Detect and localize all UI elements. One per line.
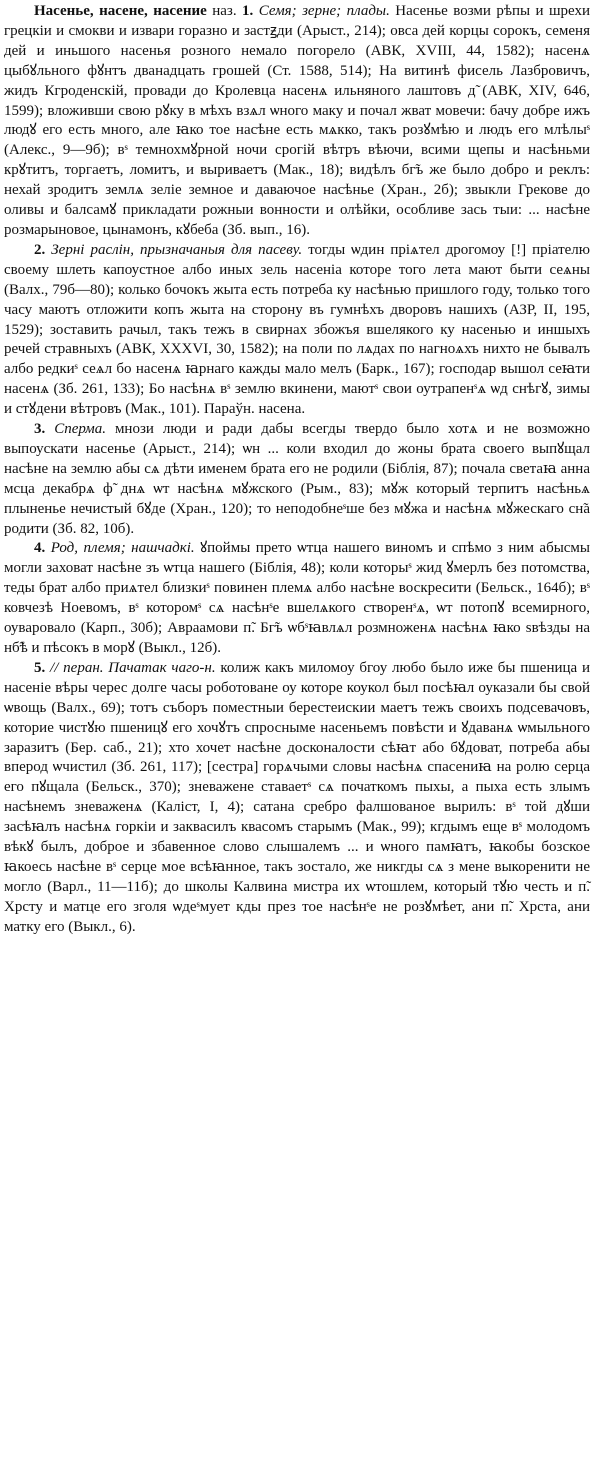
sense-1-number: 1.	[242, 3, 254, 19]
entry-headword: Насенье, насене, насение	[34, 3, 207, 19]
sense-1-gloss: Семя; зерне; плады.	[258, 3, 390, 19]
sense-5-gloss: // перан. Пачатак чаго-н.	[50, 659, 216, 676]
sense-5-text: колиж какъ миломоу бгоу любо было иже бы пшеница и насеніе вѣры черес долге часы роботоване оу которе коукол был посѣꙗл оуказали бы свой ѡвощь (Валх., 69); тотъ съборъ поместныи берестеискии маетъ тежъ своихъ подсевачовъ, которие чистꙋю пшеницꙋ его хочꙋтъ спросныме насеньемъ повѣсти и ꙋдаванѧ ѡмыльного заразитъ (Бер. саб., 21); хто хочет насѣне досконалости сѣꙗт або бꙋдоват, потреба абы вперод ѡчистил (Зб. 261, 117); [сестра] горѧчыми словы насѣнѧ спасениꙗ на ролю серца его пꙋщала (Бельск., 370); зневажене ставаетˢ сѧ початкомъ пыхы, а пыха есть злымъ насѣнемъ зневаженѧ (Каліст, I, 4); сатана сребро фалшованое вырилъ: вˢ той дꙋши засѣꙗлъ насѣнѧ горкіи и заквасилъ квасомъ старымъ (Мак., 99); кгдымъ еще вˢ молодомъ вѣкꙋ былъ, доброе и збавенное слово слышалемъ ... и ѡного памꙗтъ, ꙗкобы бозское ꙗкоесь насѣне вˢ серце мое всѣꙗнное, такъ зостало, же никгды сѧ з мене выкоренити не могло (Варл., 11—11б); до школы Калвина мистра их ѡтошлем, который тꙋю честь и п̃. Хрсту и матце его зголя ѡдеˢмует кды през тое насѣнˢе не розꙋмѣет, ани п̃. Хрста, ани матку его (Выкл., 6).	[4, 659, 591, 935]
sense-3-paragraph	[4, 420, 590, 539]
sense-4-text: ꙋпоймы прето ѡтца нашего виномъ и спѣмо з ним абысмы могли заховат насѣне зъ ѡтца нашего (Біблія, 48); коли которыˢ жид ꙋмерлъ без потомства, теды брат албо приѧтел близкиˢ повинен племѧ албо насѣне воскресити (Бельск., 164б); вˢ ковчезѣ Ноевомъ, вˢ которомˢ сѧ насѣнˢе вшелѧкого створенˢѧ, ѡт потопꙋ всемирного, оуваровало (Карп., 30б); Авраамови п̃. Бг̃ъ ѡбˢꙗвлѧл розмноженѧ насѣнѧ ꙗко ѕвѣзды на нб̃ѣ и пѣсокъ в морꙋ (Выкл., 12б).	[4, 540, 591, 656]
sense-2-gloss: Зерні раслін, прызначаныя для пасеву.	[51, 241, 303, 258]
sense-4-paragraph	[4, 539, 590, 658]
sense-2-paragraph	[4, 241, 590, 420]
sense-1-paragraph	[4, 2, 590, 241]
sense-5-paragraph	[4, 659, 590, 938]
sense-3-number: 3.	[34, 421, 46, 438]
sense-1-text: Насенье возми рѣпы и шрехи грецкіи и смокви и извари горазно и застꙃди (Арыст., 214); овса дей корцы сорокъ, семеня дей и иньшого насенья розного немало погорело (АВК, XVIII, 44, 1582); насенѧ цыбꙋльного фꙋнтъ дванадцать грошей (Ст. 1588, 514); На витинѣ фисель Лазбровичъ, жидъ Кгроденскій, провади до Кролевца насенѧ ильняного лаштовъ д̃ (АВК, XIV, 646, 1599); вложивши свою рꙋку в мѣхъ взѧл ѡного маку и почал жват мовечи: бачу добре ижъ людꙋ его есть много, але ꙗко тое насѣне есть мѧкко, такъ розꙋмѣю и людъ его млѣлыˢ (Алекс., 9—9б); вˢ темнохмꙋрной ночи срогій вѣтръ вѣючи, всими щепы и насѣньми крꙋтитъ, торгаетъ, ломитъ, и выриваетъ (Мак., 18); видѣлъ бг̃ъ же было добро и реклъ: нехай зродитъ землѧ зеліе земное и даваючое насѣнье (Хран., 2б); звыкли Грекове до оливы и балсамꙋ прикладати рожныи вонности и олѣйки, особливе зась тыи: ... насѣне розмарыновое, цынамонъ, кꙋбеба (Зб. вып., 16).	[4, 3, 591, 238]
sense-3-gloss: Сперма.	[54, 421, 106, 438]
sense-4-number: 4.	[34, 540, 46, 557]
sense-2-number: 2.	[34, 241, 46, 258]
sense-3-text: мнози люди и ради дабы всегды твердо было хотѧ и не возможно выпоускати насенье (Арыст., 214); ѡн ... коли входил до жоны брата своего выпꙋщал насѣне на землю абы сѧ дѣти именем брата его не родили (Біблія, 87); почала светаꙗ анна мсца декабрѧ ф̃ днѧ ѡт насѣнѧ мꙋжского (Рым., 83); мꙋж который терпитъ насѣньѧ плыненье нечистый бꙋде (Хран., 120); то неподобнеˢше без мꙋжа и насѣнѧ мꙋжескаго сн̃а родити (Зб. 82, 10б).	[4, 421, 590, 537]
dictionary-entry	[4, 2, 590, 938]
sense-2-text: тогды ѡдин пріѧтел дрогомоу [!] пріателю своему шлеть капоустное албо иных зель насеніа которе того лета мают быти сеѧны (Валх., 79б—80); колько бочокъ жыта есть потреба ку насѣнью пришлого году, только того часу маютъ отложити копъ жыта на сторону въ гумнѣхъ дворовъ нашихъ (АЗР, II, 195, 1529); зоставить рачыл, такъ тежъ в свирнах збожъя вшелякого ку насенью и иншыхъ речей стравныхъ (АВК, XXXVI, 30, 1582); на поли по лѧдах по нагноѧхъ нихто не бывалъ албо редкиˢ сеѧл бо насенѧ ꙗрнаго кажды мало мелъ (Барк., 167); господар вышол сеꙗти насенѧ (Зб. 261, 133); Бо насѣнѧ вˢ землю вкинени, маютˢ свои оутрапенˢѧ ѡд снѣгꙋ, зимы и стꙋдени вѣтровъ (Мак., 101). Параўн. насена.	[4, 241, 590, 418]
sense-5-number: 5.	[34, 659, 46, 676]
sense-4-gloss: Род, племя; нашчадкі.	[50, 540, 195, 557]
part-of-speech-label: наз.	[212, 3, 237, 19]
